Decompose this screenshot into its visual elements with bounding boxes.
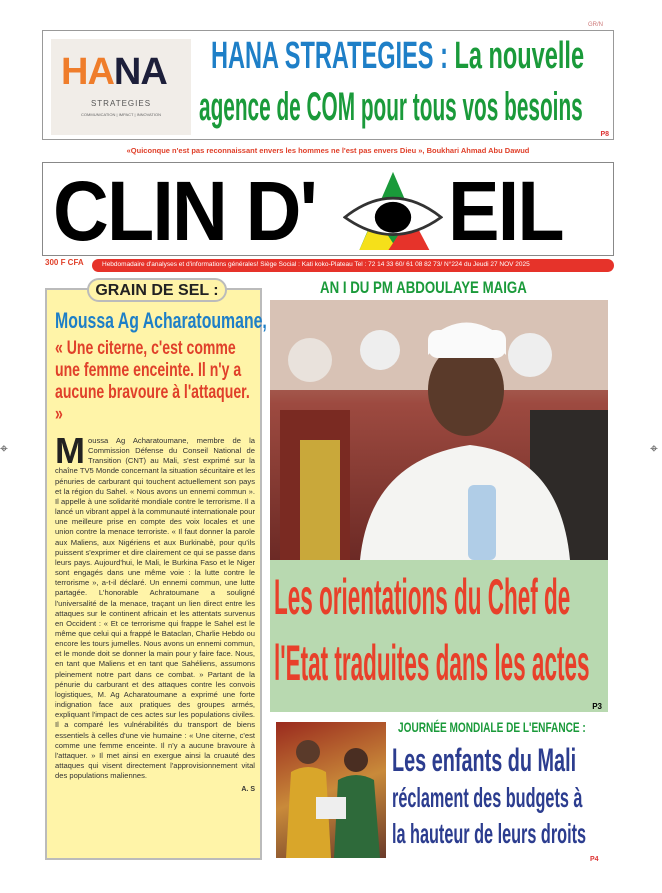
column-pull-quote: « Une citerne, c'est comme une femme enceinte. Il n'y a aucune bravoure à l'attaquer. »	[55, 338, 250, 425]
main-headline-box[interactable]	[270, 560, 608, 712]
drop-cap: M	[55, 430, 85, 471]
main-photo[interactable]	[270, 300, 608, 560]
ad-title	[211, 35, 584, 78]
second-headline-line2[interactable]: réclament des budgets à	[392, 782, 583, 813]
logo-subtitle: STRATEGIES	[90, 99, 152, 108]
children-day-photo[interactable]	[276, 722, 386, 858]
page-code: GR/N	[588, 22, 603, 28]
column-subject: Moussa Ag Acharatoumane,	[55, 308, 267, 333]
main-headline-line1: Les orientations du Chef de	[274, 569, 571, 625]
hana-logo	[51, 39, 191, 135]
column-tab: GRAIN DE SEL :	[87, 278, 227, 302]
ad-title-rest: La nouvelle	[447, 35, 585, 77]
second-kicker: JOURNÉE MONDIALE DE L'ENFANCE :	[398, 719, 586, 735]
publication-info-bar: Hebdomadaire d'analyses et d'informations générales! Siège Social : Kati koko-Plateau Tel : 72 14 33 60/ 61 08 82 73/ N°224 du Jeudi 27 NOV 2025	[92, 259, 614, 272]
main-headline-line2: l'Etat traduites dans les actes	[274, 635, 590, 691]
masthead-title-part2: EIL	[448, 164, 563, 258]
second-headline-line3[interactable]: la hauteur de leurs droits	[392, 818, 587, 849]
masthead	[42, 162, 614, 256]
column-body	[55, 430, 255, 795]
main-page-ref: P3	[592, 702, 602, 711]
ad-title-line2: agence de COM pour tous vos besoins	[199, 85, 583, 129]
logo-wordmark: HANA	[61, 51, 167, 93]
ad-title-brand: HANA STRATEGIES :	[211, 35, 448, 77]
advertisement-banner[interactable]	[42, 30, 614, 140]
registration-mark-icon: ⌖	[650, 440, 658, 456]
main-kicker: AN I DU PM ABDOULAYE MAIGA	[320, 278, 527, 297]
header-quote: «Quiconque n'est pas reconnaissant envers les hommes ne l'est pas envers Dieu », Boukhari Ahmad Abu Dawud	[126, 146, 530, 155]
eye-logo-icon	[343, 167, 443, 253]
second-headline-line1[interactable]: Les enfants du Mali	[392, 742, 577, 778]
logo-tagline: COMMUNICATION | IMPACT | INNOVATION	[81, 112, 161, 117]
author-signature: A. S	[241, 786, 255, 794]
masthead-title-part1: CLIN D'	[53, 164, 317, 258]
second-page-ref: P4	[590, 856, 599, 863]
ceremony-photo-illustration	[276, 722, 386, 858]
prime-minister-photo-illustration	[270, 300, 608, 560]
price: 300 F CFA	[45, 258, 84, 267]
ad-page-ref: P8	[600, 131, 609, 138]
registration-mark-icon: ⌖	[0, 440, 8, 456]
column-text: oussa Ag Acharatoumane, membre de la Commission Défense du Conseil National de Transition (CNT) au Mali, s'est exprimé sur la chaîne TV5 Monde concernant la situation sécuritaire et les pénuries de carburant qui touchent actuellement son pays et la région du Sahel. « Nous avons un ennemi commun ». Il appelle à une solidarité mondiale contre le terrorisme. Il a lancé un vibrant appel à la communauté internationale pour une meilleure prise en compte des voix locales et une union contre la menace terroriste. « Il faut donner la parole aux Maliens, aux Nigériens et aux Burkinabè, pour qu'ils puissent s'exprimer et dire clairement ce qui se passe dans leurs pays. Aujourd'hui, le Mali, le Burkina Faso et le Niger sont engagés dans une même voie : la lutte contre le terrorisme », a-t-il déclaré. Un ennemi commun, une lutte partagée. L'honorable Achratoumane a souligné l'universalité de la menace, traçant un lien direct entre les attaques sur le continent africain et les attentats survenus en Occident : « Et ce terrorisme qui frappe le Sahel est le même que celui qui a frappé le Bataclan, Charlie Hebdo ou encore les tours jumelles. Nous avons un ennemi commun, et le monde doit se donner la main pour y faire face. Nous, en tant que Maliens et en tant que Sahéliens, assumons pleinement notre part dans ce combat. » Partant de la pénurie du carburant et des attaques contre les convois logistiques, M. Ag Acharatoumane a exprimé une forte indignation face aux pratiques des groupes armés, expliquant l'impact de ces actes sur les populations civiles. Il a comparé les vulnérabilités du transport de biens essentiels à celles d'une vie humaine : « Une citerne, c'est comme une femme enceinte. Il n'y a aucune bravoure à l'attaquer. » Il met ainsi en exergue ainsi la cruauté des attaques qui visent directement l'approvisionnement vital des populations maliennes.	[55, 436, 255, 781]
grain-de-sel-column[interactable]	[45, 282, 267, 860]
